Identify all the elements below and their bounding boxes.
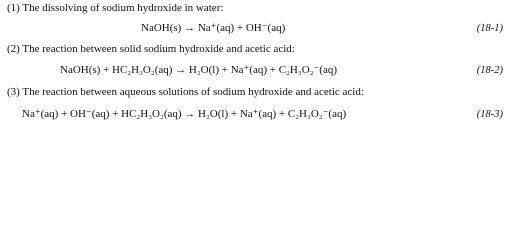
reaction-2-intro: (2) The reaction between solid sodium hydroxide and acetic acid: bbox=[7, 43, 295, 55]
reaction-1-number: (18-1) bbox=[476, 23, 503, 34]
reaction-3-equation: Na⁺(aq) + OH⁻(aq) + HC₂H₃O₂(aq) → H₂O(l) + Na⁺(aq) + C₂H₃O₂⁻(aq) bbox=[22, 108, 347, 120]
reaction-2-equation: NaOH(s) + HC₂H₃O₂(aq) → H₂O(l) + Na⁺(aq) + C₂H₃O₂⁻(aq) bbox=[60, 64, 338, 76]
reaction-3-intro: (3) The reaction between aqueous solutions of sodium hydroxide and acetic acid: bbox=[7, 86, 364, 98]
reaction-3-number: (18-3) bbox=[476, 109, 503, 120]
reaction-1-intro: (1) The dissolving of sodium hydroxide in water: bbox=[7, 2, 224, 14]
reaction-2-number: (18-2) bbox=[476, 65, 503, 76]
reaction-1-equation: NaOH(s) → Na⁺(aq) + OH⁻(aq) bbox=[141, 22, 286, 34]
